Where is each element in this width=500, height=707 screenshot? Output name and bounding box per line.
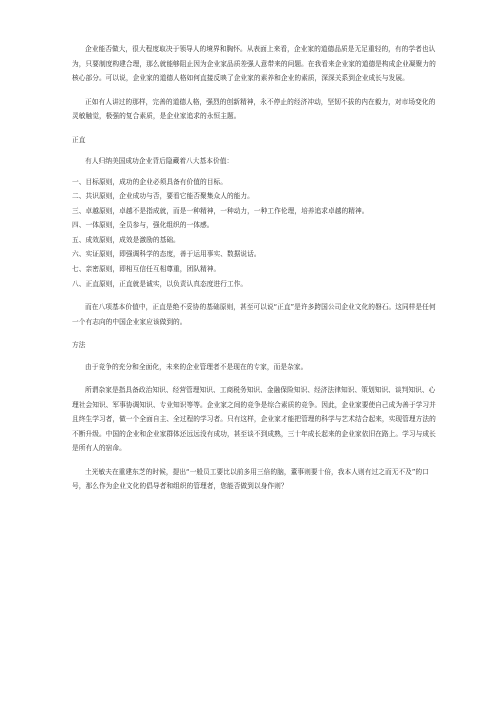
list-item: 一、目标原则，成功的企业必须具备有价值的目标。 [72, 177, 227, 186]
method-paragraph-2: 所谓杂家是指具备政治知识、经营管理知识、工商税务知识、金融保险知识、经济法律知识、策划知识、谈判知识、心理社会知识、军事协调知识、专业知识等等。企业家之间的竞争是综合素质的竞争。因此，企业家要使自己成为善于学习并且终生学习者，做一个全面自主、全过程的学习者。只有这样，企业家才能把管理的科学与艺术结合起来，实现管理方法的不断升级。中国的企业和企业家群体还远远没有成功，甚至谈不到成熟，三十年成长起来的企业家依旧在路上。学习与成长是所有人的宿命。 [72, 386, 436, 453]
section-heading-integrity: 正直 [72, 135, 86, 144]
method-paragraph-1: 由于竞争的充分和全面化，未来的企业管理者不是现在的专家，而是杂家。 [85, 362, 308, 371]
list-item: 六、实证原则，即强调科学的态度，善于运用事实、数据说话。 [72, 250, 261, 259]
list-item: 七、亲密原则，即相互信任互相尊重，团队精神。 [72, 265, 221, 274]
integrity-paragraph: 而在八项基本价值中，正直是绝不妥协的基础原则，甚至可以说“正直”是许多跨国公司企业文化的磐石。这同样是任何一个有志向的中国企业家应该做到的。 [72, 303, 436, 326]
method-paragraph-3: 土光敏夫在重建东芝的时候，提出“一般员工要比以前多用三倍的脑，董事则要十倍，我本人则有过之而无不及”的口号，那么作为企业文化的倡导者和组织的管理者，您能否做到以身作则？ [72, 467, 429, 491]
section-heading-method: 方法 [72, 341, 86, 350]
values-list [72, 175, 436, 292]
intro-paragraph-2: 正如有人讲过的那样，完善的道德人格，强烈的创新精神，永不停止的经济冲动，坚韧不拔的内在毅力，对市场变化的灵敏触觉，极强的复合素质，是企业家追求的永恒主题。 [72, 97, 436, 120]
list-item: 八、正直原则，正直就是诚实，以负责认真态度进行工作。 [72, 279, 248, 288]
intro-paragraph-1: 企业能否做大，很大程度取决于领导人的境界和胸怀。从表面上来看，企业家的道德品质是无足重轻的，有的学者也认为，只要制度构建合理，那么就能够阻止因为企业家品质差强人意带来的问题。在我看来企业家的道德是构成企业凝聚力的核心部分。可以说，企业家的道德人格如何直接反映了企业家的素养和企业的素质，深深关系到企业成长与发展。 [72, 45, 436, 82]
values-intro: 有人归纳美国成功企业背后隐藏着八大基本价值： [85, 157, 234, 165]
list-item: 四、一体原则，全员参与，强化组织的一体感。 [72, 221, 214, 230]
list-item: 二、共识原则，企业成功与否，要看它能否聚集众人的能力。 [72, 192, 254, 201]
list-item: 三、卓越原则，卓越不是指成就，而是一种精神，一种动力，一种工作伦理，培养追求卓越的精神。 [72, 206, 369, 215]
list-item: 五、成效原则，成效是激励的基础。 [72, 235, 180, 244]
